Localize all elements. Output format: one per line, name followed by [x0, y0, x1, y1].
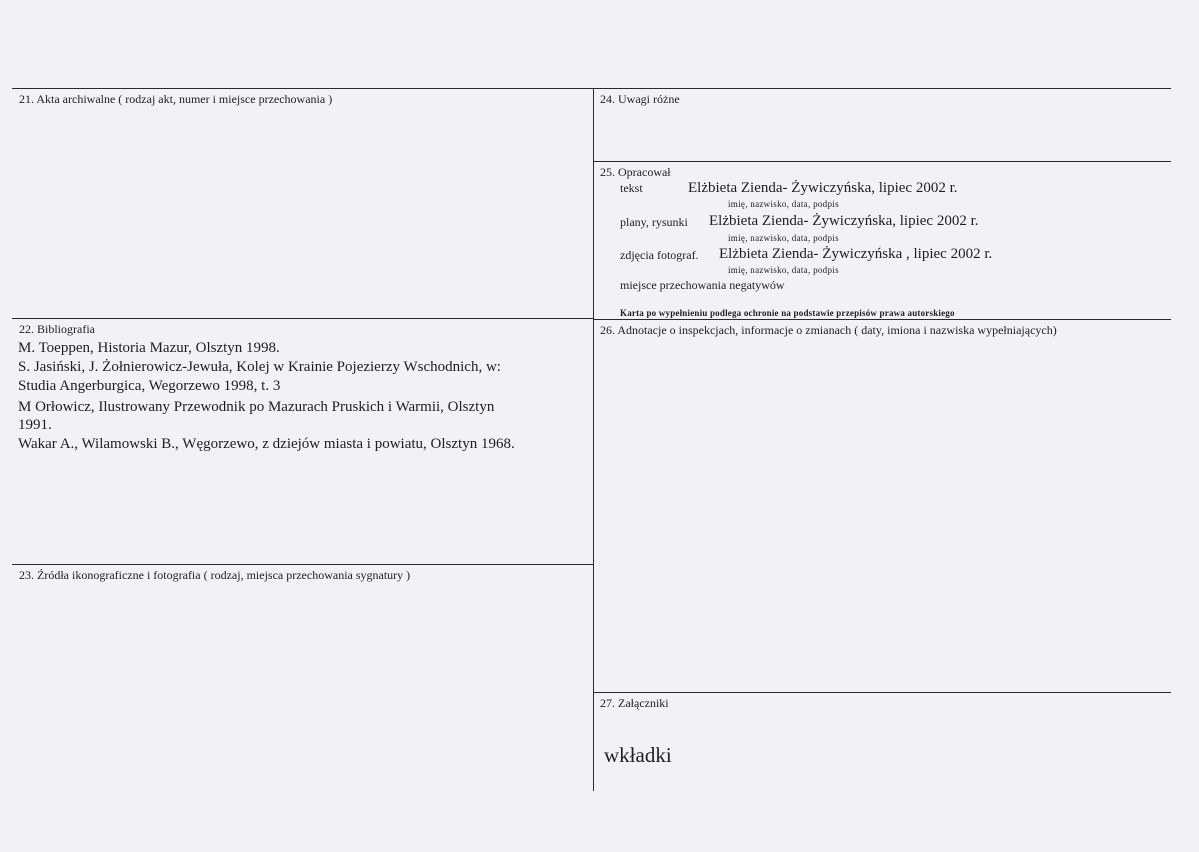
section-24-label: 24. Uwagi różne — [600, 92, 680, 106]
bibliography-item: Studia Angerburgica, Wegorzewo 1998, t. 3 — [18, 378, 281, 394]
bibliography-item: M. Toeppen, Historia Mazur, Olsztyn 1998. — [18, 340, 280, 356]
attachments-value: wkładki — [604, 743, 672, 767]
section-22-label: 22. Bibliografia — [19, 322, 95, 336]
rule-25-26 — [594, 319, 1171, 320]
section-27-label: 27. Załączniki — [600, 696, 669, 710]
author-row-hint: imię, nazwisko, data, podpis — [728, 265, 839, 275]
author-row-hint: imię, nazwisko, data, podpis — [728, 199, 839, 209]
rule-22-23 — [12, 564, 594, 565]
rule-24-25 — [594, 161, 1171, 162]
author-row-value: Elżbieta Zienda- Żywiczyńska, lipiec 2002 r. — [688, 180, 958, 196]
copyright-notice: Karta po wypełnieniu podlega ochronie na podstawie przepisów prawa autorskiego — [620, 308, 955, 318]
author-row-value: Elżbieta Zienda- Żywiczyńska, lipiec 2002 r. — [709, 213, 979, 229]
author-row-prefix: zdjęcia fotograf. — [620, 248, 699, 262]
top-rule — [12, 88, 1171, 89]
rule-26-27 — [594, 692, 1171, 693]
bibliography-item: M Orłowicz, Ilustrowany Przewodnik po Mazurach Pruskich i Warmii, Olsztyn — [18, 399, 495, 415]
negatives-location-label: miejsce przechowania negatywów — [620, 278, 785, 292]
bibliography-item: 1991. — [18, 417, 52, 433]
rule-21-22 — [12, 318, 594, 319]
author-row-hint: imię, nazwisko, data, podpis — [728, 233, 839, 243]
author-row-value: Elżbieta Zienda- Żywiczyńska , lipiec 2002 r. — [719, 246, 993, 262]
section-25-label: 25. Opracował — [600, 165, 671, 179]
author-row-prefix: tekst — [620, 181, 643, 195]
bibliography-item: Wakar A., Wilamowski B., Węgorzewo, z dziejów miasta i powiatu, Olsztyn 1968. — [18, 436, 515, 452]
section-26-label: 26. Adnotacje o inspekcjach, informacje o zmianach ( daty, imiona i nazwiska wypełniających) — [600, 323, 1057, 337]
bibliography-item: S. Jasiński, J. Żołnierowicz-Jewuła, Kolej w Krainie Pojezierzy Wschodnich, w: — [18, 359, 501, 375]
section-23-label: 23. Źródła ikonograficzne i fotografia ( rodzaj, miejsca przechowania sygnatury ) — [19, 568, 411, 582]
center-divider — [593, 88, 594, 791]
author-row-prefix: plany, rysunki — [620, 215, 688, 229]
section-21-label: 21. Akta archiwalne ( rodzaj akt, numer i miejsce przechowania ) — [19, 92, 333, 106]
